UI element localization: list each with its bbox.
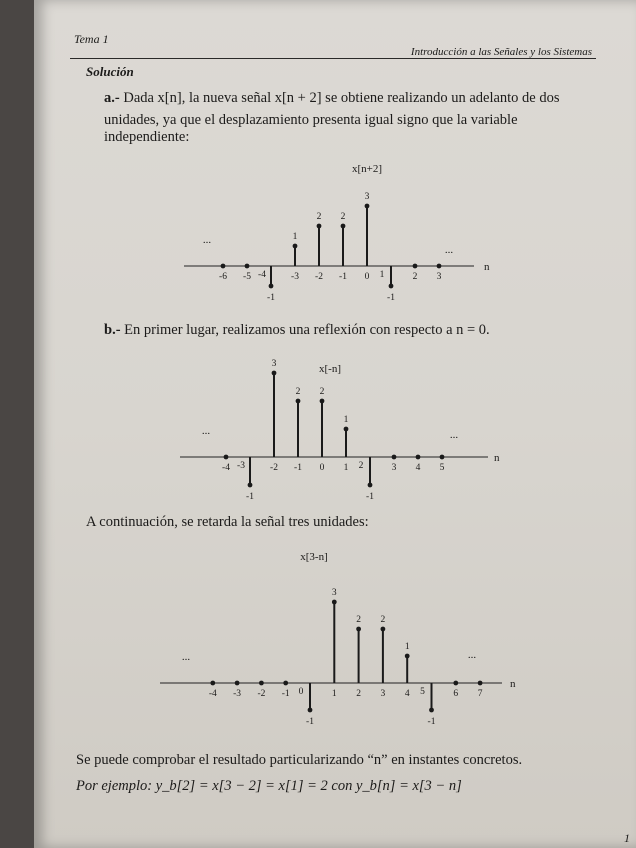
chart-3-xlabel: n xyxy=(510,678,516,690)
document-page xyxy=(34,0,636,848)
chart-1-point-3 xyxy=(293,244,298,249)
chart-3-tick-4: 0 xyxy=(298,687,304,697)
chart-2-tick-7: 3 xyxy=(391,463,397,473)
chart-2-value-5: 1 xyxy=(343,415,349,425)
chart-3-point-1 xyxy=(235,681,240,686)
chart-2-point-8 xyxy=(416,455,421,460)
chart-3-value-9: -1 xyxy=(427,717,436,727)
section-a-text1: Dada x[n], la nueva señal x[n + 2] se obtiene realizando un adelanto de dos xyxy=(123,90,560,106)
section-a-label: a.- xyxy=(104,90,120,106)
chart-3-tick-7: 3 xyxy=(380,689,386,699)
chart-2-value-6: -1 xyxy=(366,492,374,502)
chart-3-point-5 xyxy=(332,600,337,605)
chart-3-value-5: 3 xyxy=(331,588,337,598)
chart-2-value-2: 3 xyxy=(271,359,277,369)
chart-3-point-2 xyxy=(259,681,264,686)
chart-2-point-7 xyxy=(392,455,397,460)
chart-3-tick-5: 1 xyxy=(331,689,337,699)
chart-3-tick-8: 4 xyxy=(404,689,410,699)
chart-3-tick-10: 6 xyxy=(453,689,459,699)
chart-2-ellipsis-1: ... xyxy=(201,425,211,437)
chart-3-tick-11: 7 xyxy=(477,689,483,699)
chart-2-ellipsis-2: ... xyxy=(449,429,459,441)
chart-3-point-7 xyxy=(381,627,386,632)
chart-1-value-4: 2 xyxy=(316,212,322,222)
chart-2-tick-9: 5 xyxy=(439,463,445,473)
header-book-title: Introducción a las Señales y los Sistemas xyxy=(410,46,592,58)
chart-2-point-2 xyxy=(272,371,277,376)
chart-1-tick-0: -6 xyxy=(219,272,227,282)
chart-2-tick-2: -2 xyxy=(270,463,278,473)
chart-2-point-6 xyxy=(368,483,373,488)
page-number: 1 xyxy=(624,831,630,845)
chart-3-value-6: 2 xyxy=(356,615,361,625)
chart-1-tick-4: -2 xyxy=(315,272,323,282)
header-chapter: Tema 1 xyxy=(74,32,109,46)
chart-1-tick-1: -5 xyxy=(243,272,251,282)
section-b-text: En primer lugar, realizamos una reflexión con respecto a n = 0. xyxy=(124,322,490,338)
chart-1-tick-7: 1 xyxy=(379,270,385,280)
chart-2-point-1 xyxy=(248,483,253,488)
figures-canvas xyxy=(34,0,636,848)
chart-3-point-4 xyxy=(308,708,313,713)
chart-2-point-3 xyxy=(296,399,301,404)
chart-1-title: x[n+2] xyxy=(351,163,383,175)
chart-3-point-6 xyxy=(356,627,361,632)
chart-1-tick-5: -1 xyxy=(339,272,347,282)
chart-2-point-9 xyxy=(440,455,445,460)
section-a-text2: unidades, ya que el desplazamiento presenta igual signo que la variable xyxy=(104,112,518,128)
chart-3-value-7: 2 xyxy=(380,615,386,625)
chart-2-tick-8: 4 xyxy=(415,463,421,473)
chart-2-tick-6: 2 xyxy=(358,461,364,471)
chart-3-ellipsis-1: ... xyxy=(181,651,191,663)
chart-3-ellipsis-2: ... xyxy=(467,649,477,661)
section-b-label: b.- xyxy=(104,322,121,338)
chart-1-point-0 xyxy=(221,264,226,269)
chart-2-tick-1: -3 xyxy=(237,461,245,471)
chart-3-tick-0: -4 xyxy=(208,689,217,699)
chart-2-tick-0: -4 xyxy=(222,463,230,473)
chart-3-tick-9: 5 xyxy=(420,687,425,697)
chart-3-point-8 xyxy=(405,654,410,659)
chart-3-tick-6: 2 xyxy=(356,689,361,699)
chart-1-value-7: -1 xyxy=(387,293,395,303)
chart-1-point-2 xyxy=(269,284,274,289)
chart-1-tick-2: -4 xyxy=(258,270,266,280)
chart-1-value-3: 1 xyxy=(292,232,298,242)
chart-2-point-0 xyxy=(224,455,229,460)
chart-1-xlabel: n xyxy=(484,261,490,273)
example-text: Por ejemplo: y_b[2] = x[3 − 2] = x[1] = 2 con y_b[n] = x[3 − n] xyxy=(76,778,462,794)
chart-3-point-0 xyxy=(210,681,215,686)
chart-2-tick-4: 0 xyxy=(319,463,325,473)
check-text: Se puede comprobar el resultado particularizando “n” en instantes concretos. xyxy=(76,752,523,768)
chart-3-point-3 xyxy=(283,681,288,686)
chart-1-value-2: -1 xyxy=(267,293,275,303)
section-title: Solución xyxy=(86,64,134,79)
chart-3-tick-3: -1 xyxy=(281,689,290,699)
chart-3-value-4: -1 xyxy=(306,717,314,727)
chart-2-point-4 xyxy=(320,399,325,404)
chart-2-title: x[-n] xyxy=(319,363,341,375)
chart-1-tick-6: 0 xyxy=(364,272,370,282)
chart-2-value-3: 2 xyxy=(295,387,301,397)
chart-1-tick-9: 3 xyxy=(436,272,442,282)
chart-3-point-11 xyxy=(478,681,483,686)
chart-1-point-8 xyxy=(413,264,418,269)
chart-2-value-4: 2 xyxy=(319,387,325,397)
continuation-text: A continuación, se retarda la señal tres unidades: xyxy=(86,514,369,530)
chart-1-tick-3: -3 xyxy=(291,272,299,282)
section-a-text3: independiente: xyxy=(104,129,190,145)
chart-2-tick-5: 1 xyxy=(343,463,349,473)
chart-3-tick-1: -3 xyxy=(233,689,242,699)
chart-1-point-9 xyxy=(437,264,442,269)
chart-1-value-6: 3 xyxy=(364,192,370,202)
chart-2-point-5 xyxy=(344,427,349,432)
chart-3-title: x[3-n] xyxy=(300,551,328,563)
chart-1-ellipsis-2: ... xyxy=(444,244,454,256)
chart-1-point-7 xyxy=(389,284,394,289)
chart-3-tick-2: -2 xyxy=(257,689,266,699)
chart-3-value-8: 1 xyxy=(404,642,410,652)
chart-1-point-4 xyxy=(317,224,322,229)
chart-1-point-6 xyxy=(365,204,370,209)
chart-2-value-1: -1 xyxy=(246,492,254,502)
chart-3-point-10 xyxy=(453,681,458,686)
chart-2-xlabel: n xyxy=(494,452,500,464)
chart-1-point-1 xyxy=(245,264,250,269)
chart-1-tick-8: 2 xyxy=(412,272,418,282)
chart-1-ellipsis-1: ... xyxy=(202,234,212,246)
chart-2-tick-3: -1 xyxy=(294,463,302,473)
chart-3-point-9 xyxy=(429,708,434,713)
chart-1-value-5: 2 xyxy=(340,212,346,222)
chart-1-point-5 xyxy=(341,224,346,229)
